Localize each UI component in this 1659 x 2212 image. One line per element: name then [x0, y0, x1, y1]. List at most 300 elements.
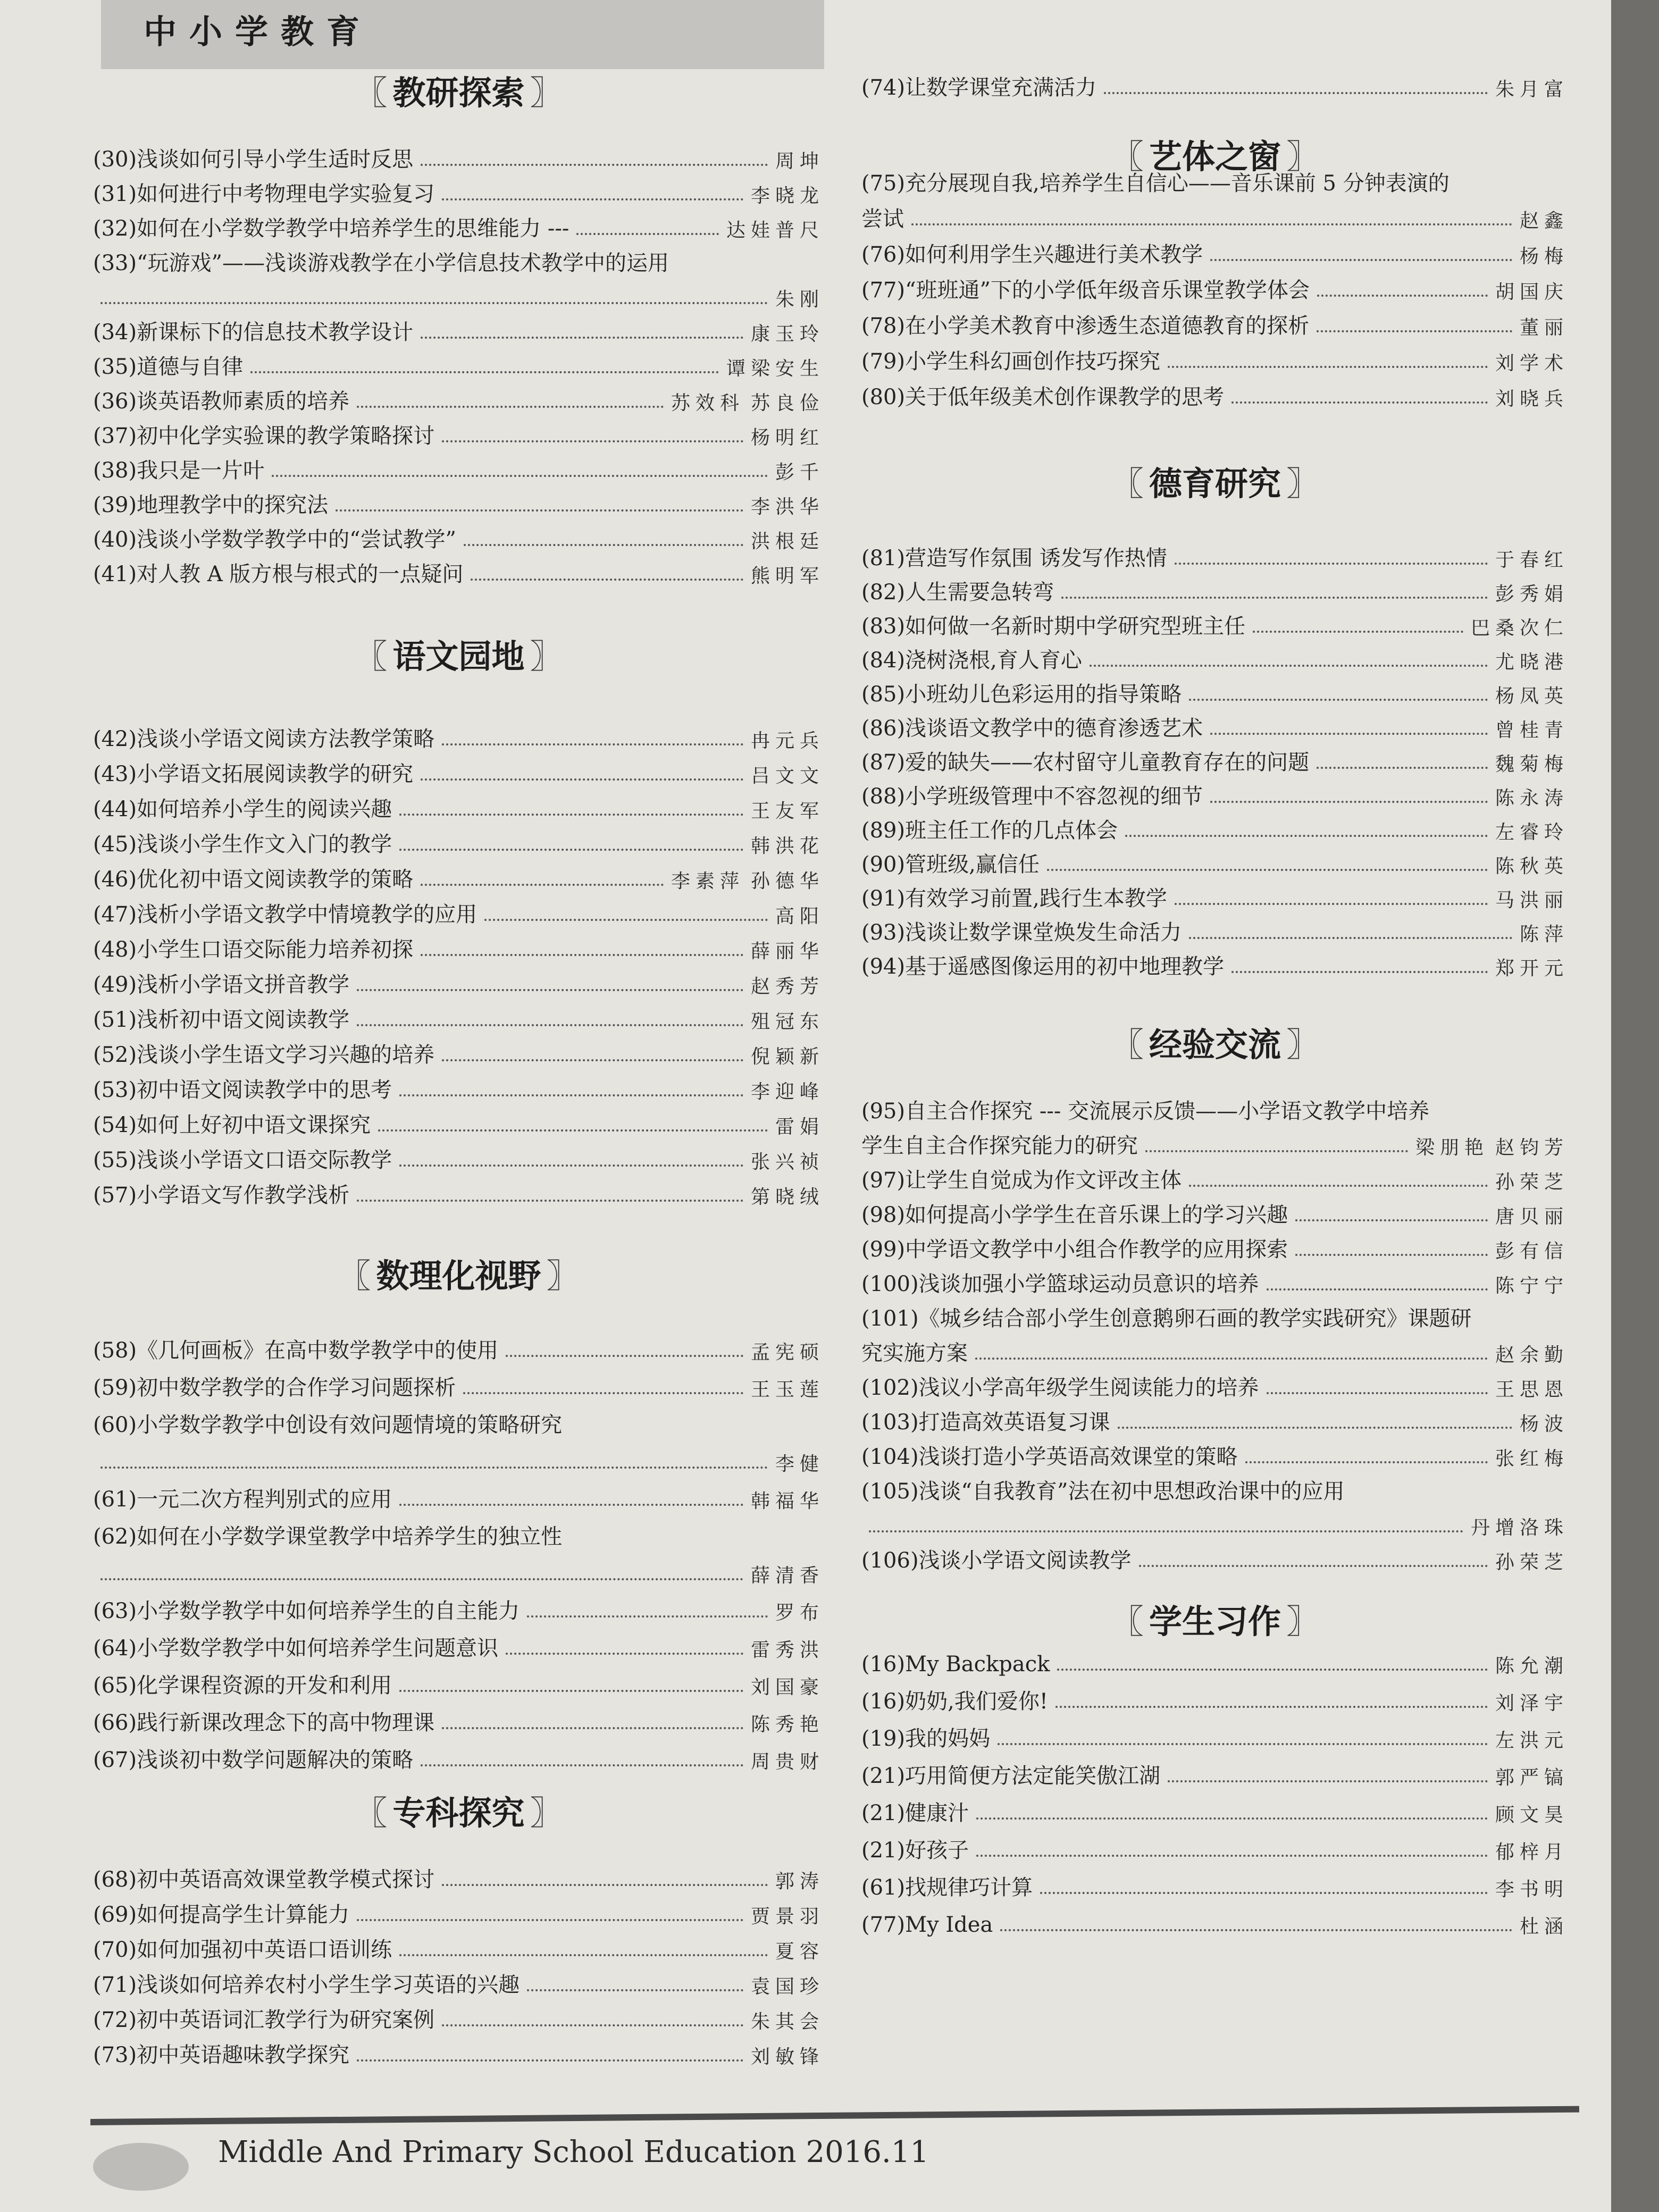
dot-leader [1210, 801, 1488, 803]
dot-leader [1040, 1892, 1488, 1894]
entry-title: 人生需要急转弯 [905, 580, 1054, 605]
toc-entry [93, 899, 824, 931]
entry-author: 王玉莲 [750, 1379, 824, 1401]
dot-leader [442, 1884, 768, 1886]
entry-author: 孙荣芝 [1495, 1171, 1569, 1193]
dot-leader [976, 1817, 1488, 1820]
entry-author: 李书明 [1495, 1879, 1569, 1900]
toc-entry [861, 203, 1569, 235]
entry-author: 彭有信 [1495, 1241, 1569, 1262]
dot-leader [1231, 401, 1488, 404]
entry-author: 康玉玲 [750, 323, 824, 345]
entry-title: 浅谈小学生语文学习兴趣的培养 [137, 1043, 435, 1067]
entry-title: 基于遥感图像运用的初中地理教学 [905, 954, 1225, 979]
entry-page-number: (82) [861, 580, 906, 605]
toc-entry [93, 828, 824, 860]
entry-page-number: (67) [93, 1748, 137, 1772]
entry-author: 李洪华 [750, 496, 824, 518]
toc-entry [93, 1744, 824, 1776]
dot-leader [1317, 767, 1488, 769]
toc-entry [861, 1545, 1569, 1577]
toc-entry [861, 1909, 1569, 1941]
toc-entry [861, 167, 1569, 199]
dot-leader [463, 1392, 743, 1394]
entry-title: 浅谈初中数学问题解决的策略 [137, 1748, 414, 1772]
entry-author: 陈秋英 [1495, 856, 1569, 877]
toc-entry [93, 351, 824, 383]
entry-title: 关于低年级美术创作课教学的思考 [905, 385, 1225, 409]
entry-author: 陈永涛 [1495, 787, 1569, 809]
entry-author: 唐贝丽 [1495, 1206, 1569, 1228]
toc-entry [93, 723, 824, 755]
entry-page-number: (75) [861, 171, 906, 196]
toc-entry [93, 213, 824, 245]
toc-entry [861, 1164, 1569, 1196]
entry-title: 如何做一名新时期中学研究型班主任 [905, 614, 1246, 639]
entry-author: 朱刚 [775, 289, 824, 311]
entry-title: 浅析初中语文阅读教学 [137, 1008, 350, 1032]
entry-page-number: (94) [861, 954, 906, 979]
dot-leader [399, 1164, 743, 1167]
dot-leader [1295, 1254, 1488, 1256]
entry-page-number: (95) [861, 1099, 906, 1124]
footer-oval [93, 2143, 189, 2191]
entry-author: 第晓绒 [750, 1186, 824, 1208]
entry-page-number: (59) [93, 1376, 137, 1400]
dot-leader [1118, 1427, 1512, 1429]
toc-entry [93, 2039, 824, 2071]
entry-author: 雷秀洪 [750, 1639, 824, 1661]
entry-author: 周坤 [775, 150, 824, 172]
dot-leader [421, 1764, 743, 1766]
dot-leader [399, 814, 743, 816]
toc-entry [861, 1337, 1569, 1369]
entry-author: 吕文文 [750, 765, 824, 787]
dot-leader [378, 1129, 768, 1132]
entry-title: 新课标下的信息技术教学设计 [137, 320, 414, 345]
dot-leader [442, 198, 743, 200]
entry-title: 化学课程资源的开发和利用 [137, 1673, 392, 1698]
dot-leader [357, 1200, 743, 1202]
toc-entry [93, 282, 824, 314]
entry-author: 董丽 [1519, 317, 1569, 339]
dot-leader [869, 1530, 1463, 1532]
dot-leader [1057, 1669, 1488, 1671]
dot-leader [421, 884, 664, 886]
entry-page-number: (54) [93, 1113, 137, 1137]
entry-title: 在小学美术教育中渗透生态道德教育的探析 [905, 314, 1310, 338]
entry-page-number: (16) [861, 1689, 906, 1714]
entry-title: 地理教学中的探究法 [137, 493, 329, 517]
entry-title: 小学班级管理中不容忽视的细节 [905, 784, 1203, 809]
entry-author: 彭秀娟 [1495, 583, 1569, 605]
entry-page-number: (47) [93, 902, 137, 927]
toc-entry [861, 310, 1569, 342]
entry-author: 于春红 [1495, 549, 1569, 571]
entry-author: 苏良俭 [750, 392, 824, 414]
dot-leader [1210, 733, 1488, 735]
dot-leader [442, 2024, 743, 2026]
entry-author: 李健 [775, 1453, 824, 1475]
entry-author: 刘国豪 [750, 1677, 824, 1698]
toc-entry [861, 346, 1569, 378]
toc-entry [861, 1723, 1569, 1755]
toc-entry [861, 239, 1569, 271]
dot-leader [1189, 937, 1512, 939]
toc-entry [93, 1969, 824, 2001]
entry-author: 杨波 [1519, 1413, 1569, 1435]
entry-title: 践行新课改理念下的高中物理课 [137, 1711, 435, 1735]
entry-author: 周贵财 [750, 1751, 824, 1773]
entry-author: 李晓龙 [750, 185, 824, 207]
entry-author: 马洪丽 [1495, 890, 1569, 911]
entry-page-number: (37) [93, 424, 137, 448]
entry-page-number: (79) [861, 349, 906, 374]
toc-entry [93, 1632, 824, 1664]
dot-leader [1175, 563, 1488, 565]
toc-entry [861, 274, 1569, 306]
toc-entry [93, 558, 824, 590]
entry-page-number: (80) [861, 385, 906, 409]
toc-entry [93, 1409, 824, 1441]
entry-title: 我的妈妈 [905, 1727, 991, 1751]
entry-page-number: (16) [861, 1652, 906, 1677]
dot-leader [399, 1504, 743, 1506]
entry-author: 赵钧芳 [1495, 1137, 1569, 1159]
entry-title: 小学语文拓展阅读教学的研究 [137, 762, 414, 786]
entry-page-number: (52) [93, 1043, 137, 1067]
entry-page-number: (35) [93, 355, 137, 379]
toc-entry [861, 610, 1569, 642]
dot-leader [1055, 1706, 1488, 1708]
toc-entry [861, 713, 1569, 744]
entry-author: 薛丽华 [750, 941, 824, 962]
entry-author: 郑开元 [1495, 958, 1569, 979]
entry-author: 雷娟 [775, 1116, 824, 1138]
entry-page-number: (53) [93, 1078, 137, 1102]
toc-entry [861, 1199, 1569, 1231]
dot-leader [399, 1690, 743, 1692]
entry-title: 初中化学实验课的教学策略探讨 [137, 424, 435, 448]
dot-leader [399, 1094, 743, 1096]
dot-leader [576, 233, 719, 235]
entry-author: 赵秀芳 [750, 976, 824, 998]
section-title-jiaoyan: 〖 教研探索 〗 [354, 73, 563, 112]
entry-author: 刘晓兵 [1495, 388, 1569, 410]
entry-title: 浅谈加强小学篮球运动员意识的培养 [918, 1272, 1259, 1296]
entry-page-number: (61) [93, 1487, 137, 1512]
toc-entry [93, 178, 824, 210]
dot-leader [1168, 1780, 1488, 1782]
entry-author: 朱其会 [750, 2011, 824, 2033]
entry-coauthor: 梁朋艳 [1415, 1137, 1489, 1159]
dot-leader [357, 2059, 743, 2062]
dot-leader [442, 440, 743, 442]
entry-title: “玩游戏”——浅谈游戏教学在小学信息技术教学中的运用 [137, 251, 669, 275]
toc-entry [93, 1372, 824, 1404]
entry-title: 浅谈打造小学英语高效课堂的策略 [918, 1445, 1238, 1469]
entry-author: 达娃普尺 [726, 220, 824, 241]
entry-page-number: (34) [93, 320, 137, 345]
entry-author: 刘敏锋 [750, 2046, 824, 2068]
toc-entry [93, 489, 824, 521]
entry-title: 优化初中语文阅读教学的策略 [137, 867, 414, 892]
entry-title: My Backpack [905, 1652, 1050, 1677]
dot-leader [1047, 869, 1488, 871]
toc-entry [93, 1934, 824, 1966]
entry-page-number: (71) [93, 1973, 137, 1997]
toc-entry [93, 144, 824, 175]
dot-leader [998, 1743, 1488, 1745]
dot-leader [421, 337, 743, 339]
entry-title: 尝试 [861, 207, 904, 231]
entry-author: 夏容 [775, 1941, 824, 1963]
dot-leader [272, 475, 768, 477]
entry-author: 丹增洛珠 [1470, 1517, 1569, 1539]
entry-title: 小学数学教学中如何培养学生问题意识 [137, 1636, 499, 1661]
dot-leader [442, 1059, 743, 1061]
entry-title: 究实施方案 [861, 1341, 968, 1365]
toc-entry [861, 1686, 1569, 1717]
section-title-shulihua: 〖 数理化视野 〗 [338, 1256, 580, 1295]
entry-title: 管班级,赢信任 [905, 852, 1040, 877]
entry-page-number: (62) [93, 1524, 137, 1549]
dot-leader [357, 1024, 743, 1026]
section-title-xisheng: 〖 学生习作 〗 [1110, 1602, 1320, 1641]
entry-author: 殂冠东 [750, 1011, 824, 1033]
toc-entry [861, 815, 1569, 847]
dot-leader [399, 1954, 768, 1956]
footer-journal-issue: Middle And Primary School Education 2016.11 [218, 2135, 929, 2169]
entry-page-number: (30) [93, 147, 137, 172]
entry-page-number: (42) [93, 727, 137, 751]
entry-author: 杨梅 [1519, 246, 1569, 267]
dot-leader [250, 371, 719, 373]
toc-entry [93, 1109, 824, 1141]
toc-entry [861, 1130, 1569, 1162]
toc-entry [93, 524, 824, 556]
toc-entry [861, 1406, 1569, 1438]
entry-page-number: (90) [861, 852, 906, 877]
entry-author: 王思恩 [1495, 1379, 1569, 1401]
entry-title: 初中英语趣味教学探究 [137, 2043, 350, 2067]
entry-author: 薛清香 [750, 1565, 824, 1587]
entry-author: 赵鑫 [1519, 210, 1569, 232]
entry-title: 如何利用学生兴趣进行美术教学 [905, 242, 1203, 267]
entry-title: 浅谈如何引导小学生适时反思 [137, 147, 414, 172]
dot-leader [527, 1989, 743, 1991]
entry-page-number: (51) [93, 1008, 137, 1032]
entry-author: 郭严镐 [1495, 1767, 1569, 1789]
entry-author: 胡国庆 [1495, 281, 1569, 303]
entry-author: 杜涵 [1519, 1916, 1569, 1938]
toc-entry [861, 1234, 1569, 1266]
section-title-jingyan: 〖 经验交流 〗 [1110, 1025, 1320, 1064]
toc-entry [861, 1372, 1569, 1404]
entry-author: 熊明军 [750, 565, 824, 587]
entry-author: 谭梁安生 [726, 358, 824, 380]
entry-title: 小学数学教学中创设有效问题情境的策略研究 [137, 1413, 563, 1437]
entry-page-number: (91) [861, 886, 906, 911]
entry-author: 张兴祯 [750, 1151, 824, 1173]
entry-title: 初中英语高效课堂教学模式探讨 [137, 1867, 435, 1892]
dot-leader [1189, 1185, 1488, 1187]
entry-title: 好孩子 [905, 1838, 969, 1863]
entry-page-number: (100) [861, 1272, 919, 1296]
entry-page-number: (73) [93, 2043, 137, 2067]
entry-page-number: (105) [861, 1479, 919, 1504]
entry-title: 浅析小学语文拼音教学 [137, 973, 350, 997]
entry-author: 魏菊梅 [1495, 753, 1569, 775]
entry-title: 如何提高小学学生在音乐课上的学习兴趣 [905, 1203, 1288, 1227]
dot-leader [421, 954, 743, 956]
entry-author: 刘泽宇 [1495, 1692, 1569, 1714]
entry-title: 浅谈如何培养农村小学生学习英语的兴趣 [137, 1973, 520, 1997]
toc-entry [93, 316, 824, 348]
dot-leader [100, 1578, 743, 1580]
entry-page-number: (106) [861, 1548, 919, 1573]
entry-page-number: (61) [861, 1875, 906, 1900]
entry-title: 自主合作探究 --- 交流展示反馈——小学语文教学中培养 [905, 1099, 1430, 1124]
toc-entry [861, 1872, 1569, 1904]
entry-author: 陈宁宁 [1495, 1275, 1569, 1297]
entry-title: “班班通”下的小学低年级音乐课堂教学体会 [905, 278, 1310, 303]
dot-leader [911, 223, 1512, 225]
entry-title: 道德与自律 [137, 355, 244, 379]
entry-title: 浅议小学高年级学生阅读能力的培养 [918, 1376, 1259, 1400]
entry-title: 浇树浇根,育人育心 [905, 648, 1082, 673]
entry-title: 初中英语词汇教学行为研究案例 [137, 2008, 435, 2032]
toc-entry [861, 1648, 1569, 1680]
entry-title: 找规律巧计算 [905, 1875, 1033, 1900]
entry-author: 尤晓港 [1495, 651, 1569, 673]
entry-author: 郭涛 [775, 1871, 824, 1892]
entry-title: 学生自主合作探究能力的研究 [861, 1134, 1138, 1158]
entry-page-number: (39) [93, 493, 137, 517]
dot-leader [471, 579, 743, 581]
entry-page-number: (77) [861, 1913, 906, 1937]
toc-entry [93, 1558, 824, 1590]
toc-entry [93, 758, 824, 790]
toc-entry [861, 1476, 1569, 1507]
entry-author: 顾文昊 [1495, 1804, 1569, 1826]
entry-page-number: (65) [93, 1673, 137, 1698]
dot-leader [1189, 699, 1488, 701]
entry-page-number: (57) [93, 1183, 137, 1208]
entry-title: 如何在小学数学课堂教学中培养学生的独立性 [137, 1524, 563, 1549]
entry-title: 奶奶,我们爱你! [905, 1689, 1048, 1714]
entry-title: 浅谈小学语文阅读教学 [918, 1548, 1132, 1573]
entry-page-number: (74) [861, 76, 906, 100]
section-title-yuwen: 〖 语文园地 〗 [354, 637, 563, 676]
entry-author: 高阳 [775, 906, 824, 927]
entry-page-number: (33) [93, 251, 137, 275]
entry-title: 中学语文教学中小组合作教学的应用探索 [905, 1237, 1288, 1262]
entry-page-number: (89) [861, 818, 906, 843]
toc-entry [861, 542, 1569, 574]
entry-page-number: (43) [93, 762, 137, 786]
toc-entry [93, 1446, 824, 1478]
entry-author: 倪颖新 [750, 1046, 824, 1068]
entry-title: 小学语文写作教学浅析 [137, 1183, 350, 1208]
toc-entry [93, 1707, 824, 1739]
entry-title: 浅谈“自我教育”法在初中思想政治课中的应用 [918, 1479, 1345, 1504]
entry-author: 王友军 [750, 800, 824, 822]
entry-page-number: (76) [861, 242, 906, 267]
entry-title: 浅谈小学生作文入门的教学 [137, 832, 392, 857]
dot-leader [336, 509, 743, 512]
entry-author: 郁梓月 [1495, 1841, 1569, 1863]
entry-page-number: (21) [861, 1764, 906, 1788]
entry-title: 小学生科幻画创作技巧探究 [905, 349, 1161, 374]
entry-author: 刘学术 [1495, 353, 1569, 374]
entry-page-number: (66) [93, 1711, 137, 1735]
dot-leader [1210, 259, 1512, 261]
entry-page-number: (63) [93, 1599, 137, 1623]
entry-page-number: (93) [861, 920, 906, 945]
entry-author: 彭千 [775, 462, 824, 483]
entry-author: 韩福华 [750, 1490, 824, 1512]
entry-title: 健康汁 [905, 1801, 969, 1825]
toc-entry [93, 1595, 824, 1627]
journal-header-title: 中小学教育 [144, 12, 373, 51]
entry-title: 营造写作氛围 诱发写作热情 [905, 546, 1167, 571]
entry-page-number: (32) [93, 216, 137, 241]
entry-page-number: (45) [93, 832, 137, 857]
toc-entry [861, 72, 1569, 104]
entry-author: 巴桑次仁 [1470, 617, 1569, 639]
entry-author: 孙荣芝 [1495, 1552, 1569, 1573]
entry-page-number: (103) [861, 1410, 919, 1435]
entry-title: 小学生口语交际能力培养初探 [137, 937, 414, 962]
entry-author: 杨凤英 [1495, 685, 1569, 707]
toc-entry [93, 1670, 824, 1702]
entry-title: 班主任工作的几点体会 [905, 818, 1118, 843]
toc-entry [861, 781, 1569, 812]
toc-entry [93, 1864, 824, 1896]
toc-entry [93, 793, 824, 825]
entry-title: 巧用简便方法定能笑傲江湖 [905, 1764, 1161, 1788]
entry-page-number: (83) [861, 614, 906, 639]
entry-title: 如何提高学生计算能力 [137, 1903, 350, 1927]
toc-entry [861, 1834, 1569, 1866]
toc-entry [93, 1004, 824, 1036]
dot-leader [421, 164, 768, 166]
entry-author: 罗布 [775, 1602, 824, 1624]
toc-entry [861, 644, 1569, 676]
dot-leader [1125, 835, 1488, 837]
entry-page-number: (58) [93, 1338, 137, 1363]
section-title-yiti: 〖 艺体之窗 〗 [1110, 137, 1320, 176]
entry-page-number: (68) [93, 1867, 137, 1892]
toc-entry [861, 747, 1569, 778]
entry-page-number: (21) [861, 1801, 906, 1825]
entry-page-number: (78) [861, 314, 906, 338]
toc-entry [93, 969, 824, 1001]
toc-entry [861, 1797, 1569, 1829]
toc-entry [861, 883, 1569, 915]
toc-entry [861, 381, 1569, 413]
entry-title: 初中数学教学的合作学习问题探析 [137, 1376, 456, 1400]
dot-leader [527, 1615, 768, 1618]
dot-leader [1000, 1929, 1512, 1931]
entry-title: 浅谈小学语文阅读方法教学策略 [137, 727, 435, 751]
dot-leader [1253, 631, 1463, 633]
entry-title: 我只是一片叶 [137, 458, 265, 483]
toc-entry [93, 1521, 824, 1553]
toc-entry [93, 455, 824, 487]
entry-page-number: (31) [93, 182, 137, 206]
